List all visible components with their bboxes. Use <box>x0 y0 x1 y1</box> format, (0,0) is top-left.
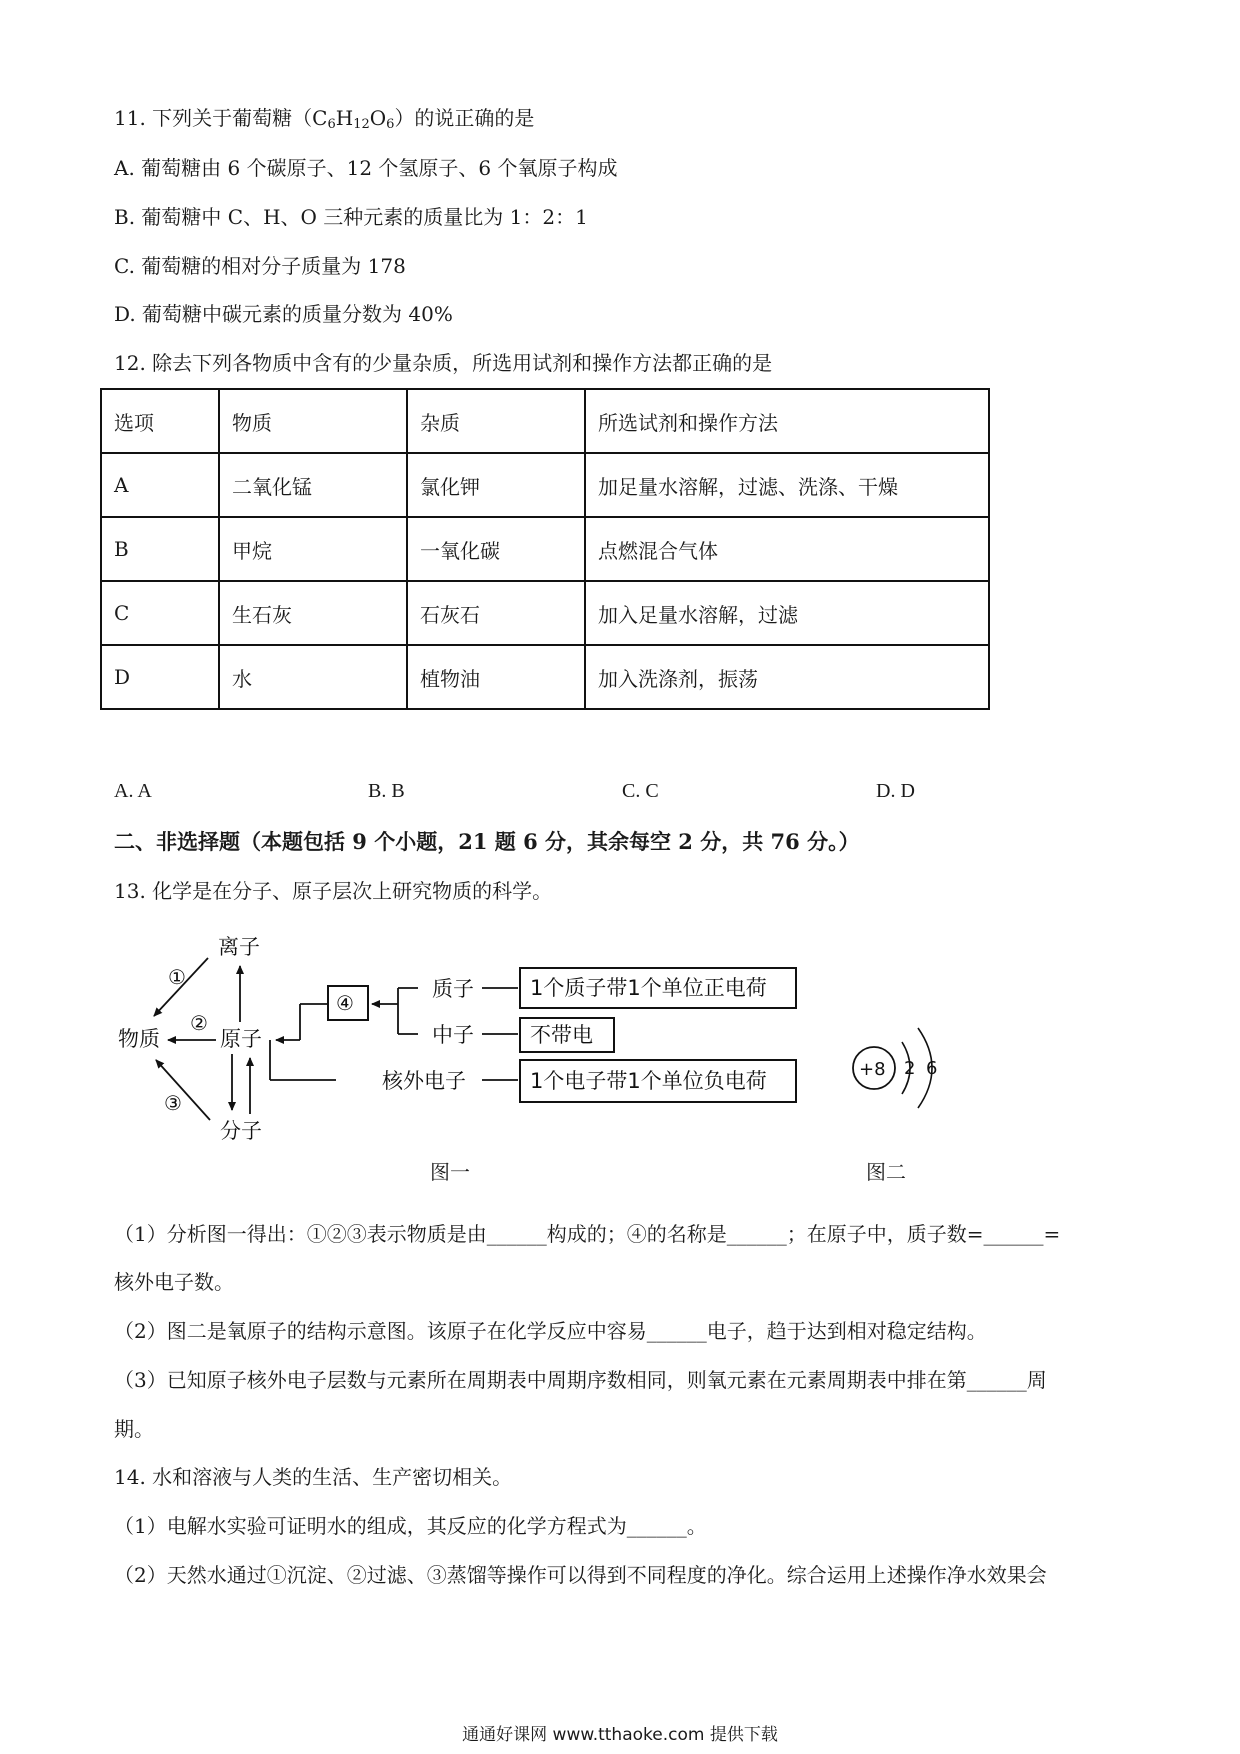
q11-option-d: D. 葡萄糖中碳元素的质量分数为 40% <box>114 302 453 326</box>
q11-option-a: A. 葡萄糖由 6 个碳原子、12 个氢原子、6 个氧原子构成 <box>114 156 618 180</box>
table-row <box>101 453 989 517</box>
table-row <box>101 517 989 581</box>
q12-option-a: A. A <box>114 780 152 802</box>
electron-desc: 1个电子带1个单位负电荷 <box>530 1069 767 1093</box>
circled-number-3: ③ <box>164 1091 182 1115</box>
nucleus-charge: +8 <box>859 1059 886 1080</box>
table-cell: A <box>101 453 219 517</box>
proton-desc: 1个质子带1个单位正电荷 <box>530 976 767 1000</box>
q12-option-c: C. C <box>622 780 659 802</box>
q13-part-1: （1）分析图一得出：①②③表示物质是由______构成的；④的名称是______；在原子中，质子数=______= <box>114 1222 1061 1246</box>
table-cell: 生石灰 <box>219 581 407 645</box>
q14-part-1: （1）电解水实验可证明水的组成，其反应的化学方程式为______。 <box>114 1514 707 1538</box>
substance-label: 物质 <box>118 1027 160 1051</box>
q13-part-3: （3）已知原子核外电子层数与元素所在周期表中周期序数相同，则氧元素在元素周期表中排在第______周 <box>114 1368 1047 1392</box>
table-cell: 甲烷 <box>219 517 407 581</box>
table-cell: 加入洗涤剂，振荡 <box>585 645 989 709</box>
table-cell: 石灰石 <box>407 581 585 645</box>
table-cell: 水 <box>219 645 407 709</box>
table-header-cell: 杂质 <box>407 389 585 453</box>
proton-label: 质子 <box>432 977 474 1001</box>
shell-1-count: 2 <box>904 1058 916 1079</box>
q11-option-b: B. 葡萄糖中 C、H、O 三种元素的质量比为 1：2：1 <box>114 205 588 229</box>
table-cell: 点燃混合气体 <box>585 517 989 581</box>
table-cell: 二氧化锰 <box>219 453 407 517</box>
table-cell: B <box>101 517 219 581</box>
table-row <box>101 645 989 709</box>
circled-number-4: ④ <box>336 991 354 1015</box>
table-header-cell: 所选试剂和操作方法 <box>585 389 989 453</box>
figure-two-diagram <box>840 1010 970 1130</box>
q13-part-3-cont: 期。 <box>114 1417 154 1441</box>
table-cell: D <box>101 645 219 709</box>
table-cell: 一氧化碳 <box>407 517 585 581</box>
q14-part-2: （2）天然水通过①沉淀、②过滤、③蒸馏等操作可以得到不同程度的净化。综合运用上述操作净水效果会 <box>114 1563 1047 1587</box>
circled-number-2: ② <box>190 1011 208 1035</box>
circled-number-1: ① <box>168 965 186 989</box>
table-cell: 植物油 <box>407 645 585 709</box>
page-footer: 通通好课网 www.tthaoke.com 提供下载 <box>462 1725 778 1745</box>
table-cell: C <box>101 581 219 645</box>
table-row <box>101 581 989 645</box>
q13-part-1-cont: 核外电子数。 <box>114 1270 234 1294</box>
q12-option-b: B. B <box>368 780 405 802</box>
q11-stem: 11. 下列关于葡萄糖$(C_6H_{12}O_6)$的说正确的是 <box>114 106 535 132</box>
table-header-cell: 选项 <box>101 389 219 453</box>
molecule-label: 分子 <box>220 1119 262 1143</box>
figure-one-caption: 图一 <box>430 1160 470 1184</box>
electron-label: 核外电子 <box>382 1069 466 1093</box>
q13-stem: 13. 化学是在分子、原子层次上研究物质的科学。 <box>114 879 553 903</box>
neutron-desc: 不带电 <box>530 1023 593 1047</box>
neutron-label: 中子 <box>432 1023 474 1047</box>
table-header-cell: 物质 <box>219 389 407 453</box>
q12-stem: 12. 除去下列各物质中含有的少量杂质，所选用试剂和操作方法都正确的是 <box>114 351 773 375</box>
figure-one-diagram <box>100 930 820 1190</box>
q12-table <box>100 388 990 710</box>
atom-label: 原子 <box>220 1027 262 1051</box>
q11-option-c: C. 葡萄糖的相对分子质量为 178 <box>114 254 406 278</box>
table-cell: 加足量水溶解，过滤、洗涤、干燥 <box>585 453 989 517</box>
q13-part-2: （2）图二是氧原子的结构示意图。该原子在化学反应中容易______电子，趋于达到相对稳定结构。 <box>114 1319 987 1343</box>
shell-2-count: 6 <box>926 1058 938 1079</box>
figure-two-caption: 图二 <box>866 1160 906 1184</box>
table-cell: 氯化钾 <box>407 453 585 517</box>
ion-label: 离子 <box>218 935 260 959</box>
q12-option-d: D. D <box>876 780 915 802</box>
table-cell: 加入足量水溶解，过滤 <box>585 581 989 645</box>
table-header-row <box>101 389 989 453</box>
section-heading: 二、非选择题（本题包括 9 个小题，21 题 6 分，其余每空 2 分，共 76 分。） <box>114 829 860 854</box>
q14-stem: 14. 水和溶液与人类的生活、生产密切相关。 <box>114 1465 513 1489</box>
